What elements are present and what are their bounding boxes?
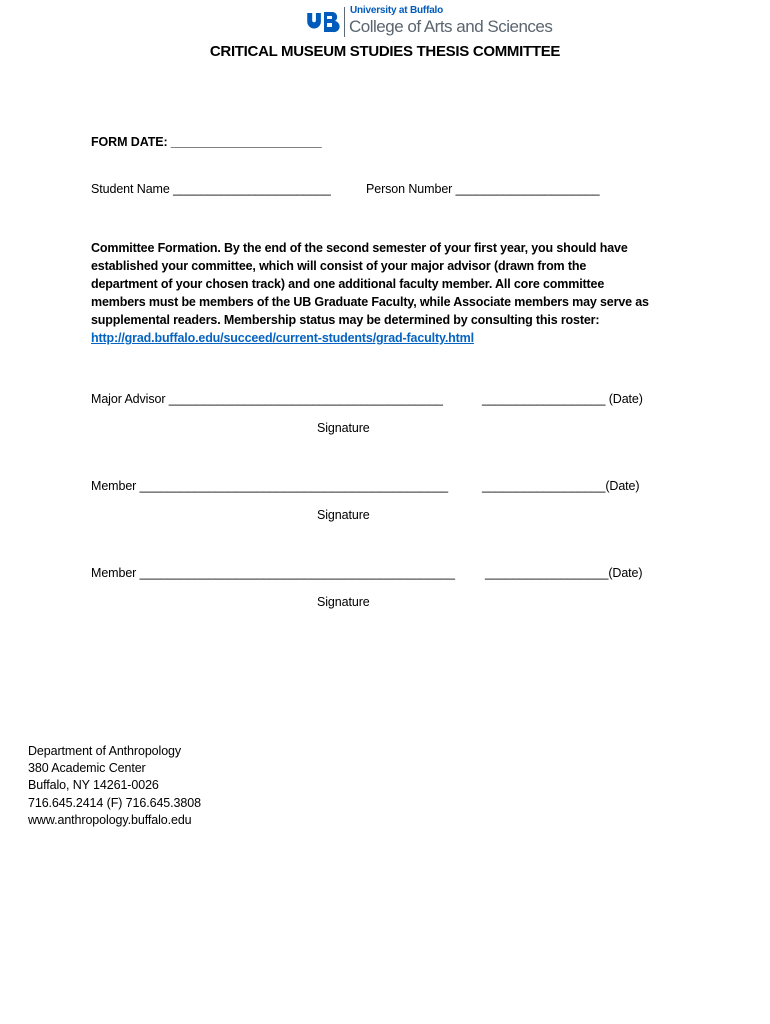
footer-city: Buffalo, NY 14261-0026 bbox=[28, 778, 159, 792]
paragraph-line: supplemental readers. Membership status may be determined by consulting this roster: bbox=[91, 313, 600, 327]
major-advisor-signature-line[interactable]: Major Advisor ________________________________________ bbox=[91, 392, 443, 406]
footer-department: Department of Anthropology bbox=[28, 744, 182, 758]
member-2-signature-line[interactable]: Member ______________________________________________ bbox=[91, 566, 455, 580]
member-2-date-field[interactable]: __________________(Date) bbox=[485, 566, 643, 580]
committee-formation-paragraph bbox=[91, 239, 681, 347]
footer-phone: 716.645.2414 (F) 716.645.3808 bbox=[28, 796, 201, 810]
grad-faculty-roster-link[interactable]: http://grad.buffalo.edu/succeed/current-students/grad-faculty.html bbox=[91, 331, 474, 345]
signature-caption: Signature bbox=[317, 421, 370, 435]
logo-divider bbox=[344, 7, 345, 37]
ub-logo-icon bbox=[306, 8, 340, 36]
paragraph-line: department of your chosen track) and one additional faculty member. All core committee bbox=[91, 277, 605, 291]
logo-university-name: University at Buffalo bbox=[350, 5, 444, 16]
footer-address: 380 Academic Center bbox=[28, 761, 146, 775]
logo-college-name: College of Arts and Sciences bbox=[349, 17, 553, 36]
major-advisor-date-field[interactable]: __________________ (Date) bbox=[482, 392, 643, 406]
footer-website-link[interactable]: www.anthropology.buffalo.edu bbox=[28, 813, 192, 827]
member-1-signature-line[interactable]: Member _____________________________________________ bbox=[91, 479, 448, 493]
paragraph-line: Committee Formation. By the end of the second semester of your first year, you should have bbox=[91, 241, 628, 255]
paragraph-line: established your committee, which will consist of your major advisor (drawn from the bbox=[91, 259, 587, 273]
page-title: CRITICAL MUSEUM STUDIES THESIS COMMITTEE bbox=[209, 43, 561, 60]
paragraph-line: members must be members of the UB Graduate Faculty, while Associate members may serve as bbox=[91, 295, 649, 309]
person-number-field[interactable]: Person Number _____________________ bbox=[366, 182, 600, 196]
student-name-field[interactable]: Student Name _______________________ bbox=[91, 182, 331, 196]
signature-caption: Signature bbox=[317, 595, 370, 609]
member-1-date-field[interactable]: __________________(Date) bbox=[482, 479, 640, 493]
form-date-field[interactable]: FORM DATE: ______________________ bbox=[91, 135, 322, 149]
signature-caption: Signature bbox=[317, 508, 370, 522]
